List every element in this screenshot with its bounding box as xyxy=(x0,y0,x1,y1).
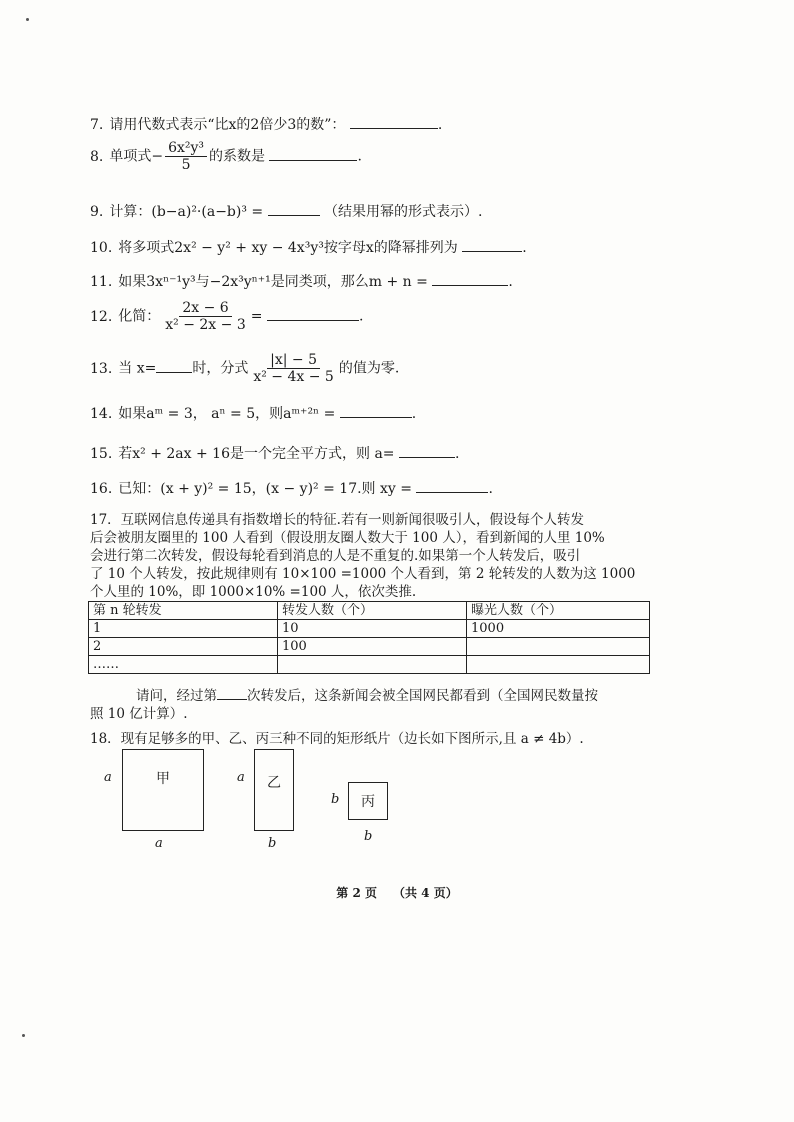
card-jia-side-label: a xyxy=(104,770,112,785)
card-jia xyxy=(122,749,204,831)
card-yi xyxy=(254,749,294,831)
fraction-numerator: |x| − 5 xyxy=(267,352,320,369)
fraction xyxy=(250,352,336,385)
question-note: （结果用幂的形式表示）. xyxy=(324,204,483,220)
question-18 xyxy=(90,730,584,748)
table-cell[interactable] xyxy=(467,638,650,656)
punctuation: . xyxy=(411,406,417,422)
question-9 xyxy=(90,203,483,221)
card-bing-side-label: b xyxy=(331,792,340,807)
question-11 xyxy=(90,273,513,291)
fraction-denominator: 5 xyxy=(181,157,191,173)
answer-blank[interactable] xyxy=(462,239,522,252)
question-number: 10. xyxy=(90,240,113,256)
question-number: 13. xyxy=(90,360,113,377)
table-cell: …… xyxy=(89,656,278,674)
card-bing xyxy=(348,782,388,820)
question-number: 7. xyxy=(90,117,104,133)
answer-blank[interactable] xyxy=(268,203,320,216)
question-text: 计算：(b−a)²·(a−b)³ = xyxy=(109,204,264,220)
question-text: 18．现有足够多的甲、乙、丙三种不同的矩形纸片（边长如下图所示,且 a ≠ 4b）. xyxy=(90,731,584,747)
answer-blank[interactable] xyxy=(156,360,192,373)
question-10 xyxy=(90,239,527,257)
question-text: 当 x= xyxy=(118,360,157,377)
punctuation: . xyxy=(522,240,527,256)
question-text: 的系数是 xyxy=(209,148,266,165)
fraction-numerator: 6x²y³ xyxy=(165,140,207,157)
question-text: 的值为零. xyxy=(338,360,400,377)
question-text: 化简： xyxy=(118,308,161,325)
table-cell: 10 xyxy=(278,620,467,638)
question-8 xyxy=(90,140,362,173)
paragraph-line: 个人里的 10%，即 1000×10% =100 人，依次类推. xyxy=(90,584,417,600)
question-13 xyxy=(90,352,399,385)
table-row xyxy=(89,656,650,674)
question-text: 已知：(x + y)² = 15，(x − y)² = 17.则 xy = xyxy=(118,481,412,497)
answer-blank[interactable] xyxy=(399,445,455,458)
fraction xyxy=(165,140,207,173)
question-text: 若x² + 2ax + 16是一个完全平方式，则 a= xyxy=(118,446,395,462)
answer-blank[interactable] xyxy=(416,480,488,493)
question-text: 照 10 亿计算）. xyxy=(90,706,188,722)
scan-speck xyxy=(22,1034,25,1037)
table-row xyxy=(89,620,650,638)
table-header-row xyxy=(89,602,650,620)
table-cell: 100 xyxy=(278,638,467,656)
question-number: 15. xyxy=(90,446,113,462)
paragraph-line: 后会被朋友圈里的 100 人看到（假设朋友圈人数大于 100 人），看到新闻的人里 10% xyxy=(90,530,605,546)
answer-blank[interactable] xyxy=(340,405,412,418)
question-16 xyxy=(90,480,493,498)
question-7 xyxy=(90,116,442,134)
question-17-ask xyxy=(136,687,598,705)
punctuation: . xyxy=(488,481,493,497)
answer-blank[interactable] xyxy=(269,148,357,161)
table-header: 第 n 轮转发 xyxy=(89,602,278,620)
page-total: （共 4 页） xyxy=(393,886,458,900)
fraction xyxy=(162,300,248,333)
card-label: 乙 xyxy=(267,775,281,791)
question-text: 时，分式 xyxy=(192,360,249,377)
paragraph-line: 了 10 个人转发，按此规律则有 10×100 =1000 个人看到，第 2 轮转发的人数为这 1000 xyxy=(90,566,636,582)
card-yi-side-label: a xyxy=(237,770,245,785)
punctuation: . xyxy=(358,308,364,325)
punctuation: . xyxy=(357,148,362,165)
fraction-numerator: 2x − 6 xyxy=(179,300,231,317)
question-text: 次转发后，这条新闻会被全国网民都看到（全国网民数量按 xyxy=(247,688,598,704)
question-text: 将多项式2x² − y² + xy − 4x³y³按字母x的降幂排列为 xyxy=(118,240,458,256)
question-number: 14. xyxy=(90,406,113,422)
card-label: 甲 xyxy=(156,771,170,787)
fraction-denominator: x² − 4x − 5 xyxy=(253,369,334,385)
question-number: 8. xyxy=(90,148,104,165)
question-number: 9. xyxy=(90,204,104,220)
question-number: 16. xyxy=(90,481,113,497)
scan-speck xyxy=(26,18,29,21)
spread-table xyxy=(88,601,650,674)
paragraph-line: 会进行第二次转发，假设每轮看到消息的人是不重复的.如果第一个人转发后，吸引 xyxy=(90,548,581,564)
paragraph-line: 17．互联网信息传递具有指数增长的特征.若有一则新闻很吸引人，假设每个人转发 xyxy=(90,512,584,528)
punctuation: . xyxy=(437,117,443,133)
question-17-ask-line2 xyxy=(90,705,188,723)
table-row xyxy=(89,638,650,656)
question-number: 12. xyxy=(90,308,113,325)
question-12 xyxy=(90,300,363,333)
table-cell[interactable] xyxy=(467,656,650,674)
table-cell: 2 xyxy=(89,638,278,656)
table-cell[interactable] xyxy=(278,656,467,674)
punctuation: . xyxy=(454,446,460,462)
question-text: 请问，经过第 xyxy=(136,688,217,704)
card-jia-bottom-label: a xyxy=(155,836,163,851)
card-label: 丙 xyxy=(361,794,375,810)
card-yi-bottom-label: b xyxy=(268,836,277,851)
answer-blank[interactable] xyxy=(217,687,247,700)
table-cell: 1000 xyxy=(467,620,650,638)
table-cell: 1 xyxy=(89,620,278,638)
fraction-denominator: x² − 2x − 3 xyxy=(165,317,246,333)
punctuation: . xyxy=(508,274,513,290)
answer-blank[interactable] xyxy=(432,273,508,286)
answer-blank[interactable] xyxy=(267,308,359,321)
card-bing-bottom-label: b xyxy=(364,829,373,844)
table-header: 曝光人数（个） xyxy=(467,602,650,620)
page-footer xyxy=(0,884,794,901)
answer-blank[interactable] xyxy=(350,116,438,129)
question-text: 请用代数式表示“比x的2倍少3的数”： xyxy=(109,117,346,133)
question-17 xyxy=(90,511,650,601)
equals-sign: = xyxy=(250,308,263,325)
question-number: 11. xyxy=(90,274,113,290)
question-text: 如果aᵐ = 3， aⁿ = 5，则aᵐ⁺²ⁿ = xyxy=(118,406,336,422)
page-number: 第 2 页 xyxy=(336,886,377,900)
table-header: 转发人数（个） xyxy=(278,602,467,620)
question-15 xyxy=(90,445,459,463)
question-14 xyxy=(90,405,416,423)
question-text: 如果3xⁿ⁻¹y³与−2x³yⁿ⁺¹是同类项，那么m + n = xyxy=(118,274,428,290)
question-text: 单项式− xyxy=(109,148,164,165)
